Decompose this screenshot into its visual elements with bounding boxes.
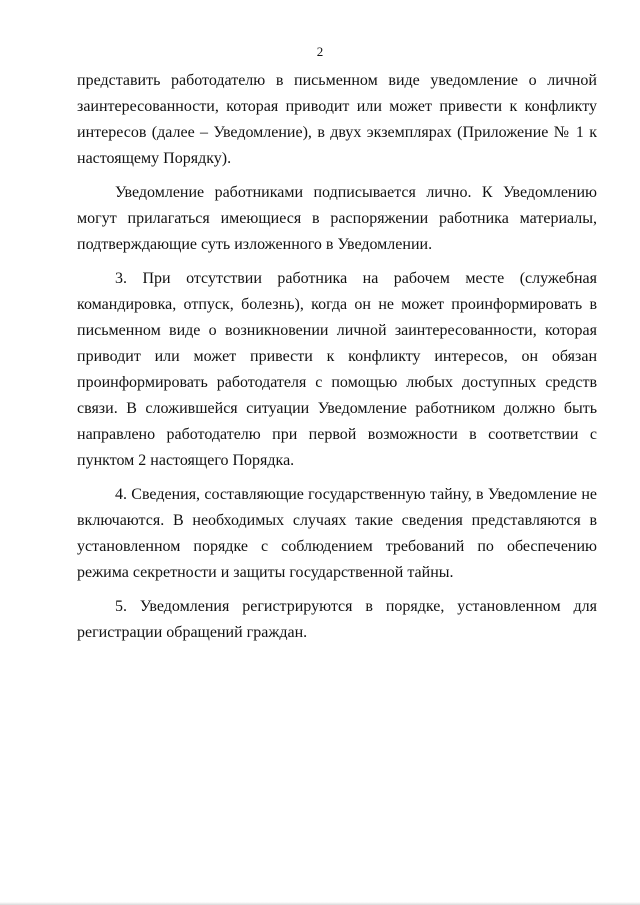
document-body <box>77 68 597 646</box>
paragraph-notification-signing: Уведомление работниками подписывается лично. К Уведомлению могут прилагаться имеющиеся в распоряжении работника материалы, подтверждающие суть изложенного в Уведомлении. <box>77 184 597 253</box>
paragraph-item-4: 4. Сведения, составляющие государственную тайну, в Уведомление не включаются. В необходимых случаях такие сведения представляются в установленном порядке с соблюдением требований по обеспечению режима секретности и защиты государственной тайны. <box>77 486 597 581</box>
paragraph-continuation: представить работодателю в письменном виде уведомление о личной заинтересованности, которая приводит или может привести к конфликту интересов (далее – Уведомление), в двух экземплярах (Приложение № 1 к настоящему Порядку). <box>77 72 597 167</box>
paragraph-item-5: 5. Уведомления регистрируются в порядке, установленном для регистрации обращений граждан. <box>77 598 597 641</box>
page-number: 2 <box>316 44 324 59</box>
paragraph-item-3: 3. При отсутствии работника на рабочем месте (служебная командировка, отпуск, болезнь), когда он не может проинформировать в письменном виде о возникновении личной заинтересованности, которая приводит или может привести к конфликту интересов, он обязан проинформировать работодателя с помощью любых доступных средств связи. В сложившейся ситуации Уведомление работником должно быть направлено работодателю при первой возможности в соответствии с пунктом 2 настоящего Порядка. <box>77 270 597 469</box>
